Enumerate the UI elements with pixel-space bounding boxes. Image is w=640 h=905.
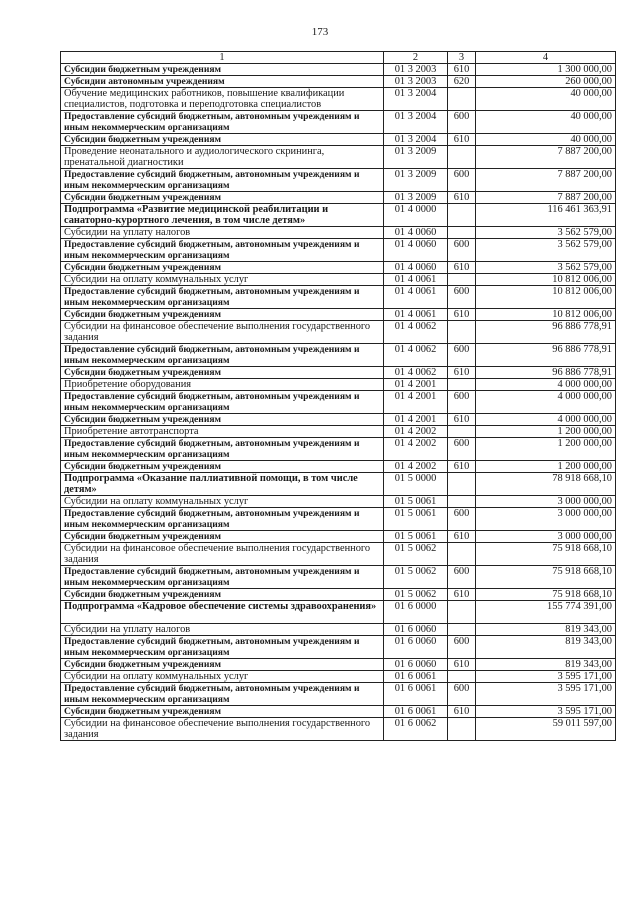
row-amount-cell: 3 000 000,00 xyxy=(476,508,616,531)
row-name-cell: Предоставление субсидий бюджетным, автономным учреждениям и иным некоммерческим организациям xyxy=(61,636,384,659)
row-amount-cell: 819 343,00 xyxy=(476,659,616,671)
table-row xyxy=(61,508,616,531)
row-kind-cell: 610 xyxy=(448,367,476,379)
row-kind-cell: 610 xyxy=(448,589,476,601)
row-amount-cell: 4 000 000,00 xyxy=(476,414,616,426)
row-kind-cell xyxy=(448,88,476,111)
row-kind-cell xyxy=(448,146,476,169)
row-code-cell: 01 4 0060 xyxy=(384,227,448,239)
row-kind-cell xyxy=(448,426,476,438)
table-row xyxy=(61,671,616,683)
row-amount-cell: 59 011 597,00 xyxy=(476,718,616,741)
row-amount-cell: 3 562 579,00 xyxy=(476,239,616,262)
row-kind-cell: 600 xyxy=(448,111,476,134)
table-row xyxy=(61,239,616,262)
row-name-cell: Субсидии бюджетным учреждениям xyxy=(61,706,384,718)
row-name-cell: Субсидии бюджетным учреждениям xyxy=(61,414,384,426)
row-amount-cell: 3 000 000,00 xyxy=(476,496,616,508)
row-amount-cell: 75 918 668,10 xyxy=(476,589,616,601)
row-code-cell: 01 5 0061 xyxy=(384,508,448,531)
row-kind-cell: 610 xyxy=(448,414,476,426)
row-amount-cell: 7 887 200,00 xyxy=(476,146,616,169)
row-name-cell: Субсидии бюджетным учреждениям xyxy=(61,531,384,543)
row-code-cell: 01 4 2002 xyxy=(384,461,448,473)
header-cell-name: 1 xyxy=(61,52,384,64)
row-kind-cell: 610 xyxy=(448,134,476,146)
row-amount-cell: 96 886 778,91 xyxy=(476,344,616,367)
row-name-cell: Субсидии бюджетным учреждениям xyxy=(61,262,384,274)
row-kind-cell: 600 xyxy=(448,566,476,589)
row-kind-cell xyxy=(448,227,476,239)
row-name-cell: Предоставление субсидий бюджетным, автономным учреждениям и иным некоммерческим организациям xyxy=(61,438,384,461)
row-code-cell: 01 6 0062 xyxy=(384,718,448,741)
row-name-cell: Субсидии на уплату налогов xyxy=(61,624,384,636)
row-name-cell: Предоставление субсидий бюджетным, автономным учреждениям и иным некоммерческим организациям xyxy=(61,239,384,262)
row-name-cell: Субсидии на оплату коммунальных услуг xyxy=(61,671,384,683)
row-kind-cell: 600 xyxy=(448,239,476,262)
row-code-cell: 01 4 0062 xyxy=(384,367,448,379)
header-cell-code: 2 xyxy=(384,52,448,64)
budget-table xyxy=(60,51,616,741)
row-code-cell: 01 5 0062 xyxy=(384,543,448,566)
row-kind-cell: 610 xyxy=(448,659,476,671)
row-kind-cell xyxy=(448,379,476,391)
row-code-cell: 01 3 2004 xyxy=(384,134,448,146)
row-code-cell: 01 3 2009 xyxy=(384,146,448,169)
row-kind-cell xyxy=(448,624,476,636)
table-row xyxy=(61,624,616,636)
row-kind-cell xyxy=(448,274,476,286)
row-kind-cell: 600 xyxy=(448,636,476,659)
row-amount-cell: 7 887 200,00 xyxy=(476,192,616,204)
row-amount-cell: 155 774 391,00 xyxy=(476,601,616,624)
row-name-cell: Субсидии бюджетным учреждениям xyxy=(61,192,384,204)
row-amount-cell: 3 000 000,00 xyxy=(476,531,616,543)
row-kind-cell: 610 xyxy=(448,262,476,274)
table-row xyxy=(61,636,616,659)
table-row xyxy=(61,169,616,192)
table-row xyxy=(61,706,616,718)
row-code-cell: 01 6 0061 xyxy=(384,683,448,706)
table-row xyxy=(61,718,616,741)
row-kind-cell: 610 xyxy=(448,309,476,321)
row-amount-cell: 1 300 000,00 xyxy=(476,64,616,76)
row-amount-cell: 4 000 000,00 xyxy=(476,379,616,391)
row-amount-cell: 4 000 000,00 xyxy=(476,391,616,414)
row-name-cell: Предоставление субсидий бюджетным, автономным учреждениям и иным некоммерческим организациям xyxy=(61,683,384,706)
table-row xyxy=(61,367,616,379)
row-code-cell: 01 6 0060 xyxy=(384,624,448,636)
row-code-cell: 01 4 2002 xyxy=(384,426,448,438)
row-amount-cell: 819 343,00 xyxy=(476,636,616,659)
row-name-cell: Субсидии на финансовое обеспечение выполнения государственного задания xyxy=(61,321,384,344)
row-kind-cell xyxy=(448,473,476,496)
row-kind-cell: 600 xyxy=(448,683,476,706)
row-name-cell: Субсидии бюджетным учреждениям xyxy=(61,461,384,473)
row-amount-cell: 10 812 006,00 xyxy=(476,274,616,286)
table-row xyxy=(61,589,616,601)
row-amount-cell: 260 000,00 xyxy=(476,76,616,88)
row-kind-cell xyxy=(448,671,476,683)
row-code-cell: 01 6 0060 xyxy=(384,636,448,659)
row-amount-cell: 75 918 668,10 xyxy=(476,543,616,566)
table-row xyxy=(61,321,616,344)
table-row xyxy=(61,566,616,589)
row-code-cell: 01 5 0061 xyxy=(384,531,448,543)
row-name-cell: Предоставление субсидий бюджетным, автономным учреждениям и иным некоммерческим организациям xyxy=(61,508,384,531)
row-code-cell: 01 5 0062 xyxy=(384,589,448,601)
row-kind-cell: 600 xyxy=(448,438,476,461)
row-code-cell: 01 3 2003 xyxy=(384,76,448,88)
table-row xyxy=(61,473,616,496)
row-name-cell: Субсидии на оплату коммунальных услуг xyxy=(61,274,384,286)
table-row xyxy=(61,414,616,426)
row-kind-cell xyxy=(448,204,476,227)
row-kind-cell: 610 xyxy=(448,706,476,718)
table-body xyxy=(61,52,616,741)
row-name-cell: Приобретение автотранспорта xyxy=(61,426,384,438)
row-code-cell: 01 4 2001 xyxy=(384,379,448,391)
row-name-cell: Предоставление субсидий бюджетным, автономным учреждениям и иным некоммерческим организациям xyxy=(61,391,384,414)
table-row xyxy=(61,111,616,134)
table-row xyxy=(61,227,616,239)
row-code-cell: 01 3 2004 xyxy=(384,88,448,111)
table-row xyxy=(61,496,616,508)
row-kind-cell xyxy=(448,543,476,566)
table-row xyxy=(61,426,616,438)
table-row xyxy=(61,146,616,169)
row-name-cell: Предоставление субсидий бюджетным, автономным учреждениям и иным некоммерческим организациям xyxy=(61,344,384,367)
table-row xyxy=(61,204,616,227)
table-row xyxy=(61,531,616,543)
row-code-cell: 01 3 2009 xyxy=(384,192,448,204)
row-name-cell: Предоставление субсидий бюджетным, автономным учреждениям и иным некоммерческим организациям xyxy=(61,566,384,589)
row-code-cell: 01 5 0000 xyxy=(384,473,448,496)
row-amount-cell: 3 595 171,00 xyxy=(476,706,616,718)
row-name-cell: Проведение неонатального и аудиологического скрининга, пренатальной диагностики xyxy=(61,146,384,169)
row-name-cell: Предоставление субсидий бюджетным, автономным учреждениям и иным некоммерческим организациям xyxy=(61,111,384,134)
header-row xyxy=(61,52,616,64)
header-cell-amount: 4 xyxy=(476,52,616,64)
table-row xyxy=(61,659,616,671)
row-amount-cell: 1 200 000,00 xyxy=(476,461,616,473)
row-kind-cell: 610 xyxy=(448,461,476,473)
row-kind-cell: 610 xyxy=(448,192,476,204)
row-code-cell: 01 3 2009 xyxy=(384,169,448,192)
row-name-cell: Подпрограмма «Кадровое обеспечение системы здравоохранения» xyxy=(61,601,384,624)
row-amount-cell: 819 343,00 xyxy=(476,624,616,636)
row-name-cell: Подпрограмма «Оказание паллиативной помощи, в том числе детям» xyxy=(61,473,384,496)
row-code-cell: 01 3 2004 xyxy=(384,111,448,134)
row-name-cell: Субсидии бюджетным учреждениям xyxy=(61,134,384,146)
row-amount-cell: 96 886 778,91 xyxy=(476,367,616,379)
row-amount-cell: 75 918 668,10 xyxy=(476,566,616,589)
row-name-cell: Субсидии бюджетным учреждениям xyxy=(61,589,384,601)
table-row xyxy=(61,379,616,391)
table-row xyxy=(61,274,616,286)
row-name-cell: Обучение медицинских работников, повышение квалификации специалистов, подготовка и переподготовка специалистов xyxy=(61,88,384,111)
table-row xyxy=(61,134,616,146)
row-amount-cell: 1 200 000,00 xyxy=(476,438,616,461)
row-name-cell: Подпрограмма «Развитие медицинской реабилитации и санаторно-курортного лечения, в том числе детям» xyxy=(61,204,384,227)
row-code-cell: 01 4 0062 xyxy=(384,321,448,344)
row-kind-cell xyxy=(448,601,476,624)
table-row xyxy=(61,309,616,321)
row-name-cell: Предоставление субсидий бюджетным, автономным учреждениям и иным некоммерческим организациям xyxy=(61,169,384,192)
row-amount-cell: 40 000,00 xyxy=(476,111,616,134)
row-amount-cell: 78 918 668,10 xyxy=(476,473,616,496)
row-name-cell: Субсидии бюджетным учреждениям xyxy=(61,309,384,321)
row-name-cell: Приобретение оборудования xyxy=(61,379,384,391)
row-amount-cell: 1 200 000,00 xyxy=(476,426,616,438)
row-name-cell: Субсидии на финансовое обеспечение выполнения государственного задания xyxy=(61,718,384,741)
row-name-cell: Субсидии бюджетным учреждениям xyxy=(61,367,384,379)
row-name-cell: Субсидии на уплату налогов xyxy=(61,227,384,239)
row-amount-cell: 40 000,00 xyxy=(476,134,616,146)
row-kind-cell: 610 xyxy=(448,531,476,543)
table-row xyxy=(61,601,616,624)
table-row xyxy=(61,461,616,473)
row-amount-cell: 3 562 579,00 xyxy=(476,262,616,274)
row-kind-cell: 600 xyxy=(448,169,476,192)
table-row xyxy=(61,344,616,367)
row-code-cell: 01 6 0061 xyxy=(384,671,448,683)
row-kind-cell: 610 xyxy=(448,64,476,76)
row-code-cell: 01 4 0060 xyxy=(384,239,448,262)
row-amount-cell: 3 595 171,00 xyxy=(476,671,616,683)
row-code-cell: 01 6 0000 xyxy=(384,601,448,624)
table-row xyxy=(61,391,616,414)
row-name-cell: Предоставление субсидий бюджетным, автономным учреждениям и иным некоммерческим организациям xyxy=(61,286,384,309)
row-amount-cell: 40 000,00 xyxy=(476,88,616,111)
row-kind-cell: 600 xyxy=(448,286,476,309)
row-kind-cell: 600 xyxy=(448,344,476,367)
row-name-cell: Субсидии на финансовое обеспечение выполнения государственного задания xyxy=(61,543,384,566)
row-code-cell: 01 4 2002 xyxy=(384,438,448,461)
table-row xyxy=(61,192,616,204)
row-code-cell: 01 4 0061 xyxy=(384,274,448,286)
page-number: 173 xyxy=(311,26,329,38)
row-name-cell: Субсидии бюджетным учреждениям xyxy=(61,64,384,76)
row-name-cell: Субсидии на оплату коммунальных услуг xyxy=(61,496,384,508)
row-kind-cell: 600 xyxy=(448,391,476,414)
row-amount-cell: 10 812 006,00 xyxy=(476,309,616,321)
row-kind-cell xyxy=(448,321,476,344)
row-name-cell: Субсидии бюджетным учреждениям xyxy=(61,659,384,671)
row-code-cell: 01 5 0061 xyxy=(384,496,448,508)
table-row xyxy=(61,76,616,88)
row-kind-cell: 620 xyxy=(448,76,476,88)
table-row xyxy=(61,262,616,274)
row-kind-cell xyxy=(448,496,476,508)
table-row xyxy=(61,438,616,461)
row-code-cell: 01 4 0060 xyxy=(384,262,448,274)
row-code-cell: 01 3 2003 xyxy=(384,64,448,76)
row-code-cell: 01 4 0062 xyxy=(384,344,448,367)
table-row xyxy=(61,543,616,566)
row-code-cell: 01 4 0000 xyxy=(384,204,448,227)
row-amount-cell: 3 595 171,00 xyxy=(476,683,616,706)
row-amount-cell: 3 562 579,00 xyxy=(476,227,616,239)
row-code-cell: 01 4 2001 xyxy=(384,414,448,426)
row-code-cell: 01 4 0061 xyxy=(384,286,448,309)
row-amount-cell: 96 886 778,91 xyxy=(476,321,616,344)
row-kind-cell: 600 xyxy=(448,508,476,531)
row-name-cell: Субсидии автономным учреждениям xyxy=(61,76,384,88)
row-code-cell: 01 6 0061 xyxy=(384,706,448,718)
row-amount-cell: 10 812 006,00 xyxy=(476,286,616,309)
table-row xyxy=(61,88,616,111)
row-code-cell: 01 6 0060 xyxy=(384,659,448,671)
header-cell-kind: 3 xyxy=(448,52,476,64)
row-code-cell: 01 4 2001 xyxy=(384,391,448,414)
table-row xyxy=(61,683,616,706)
row-code-cell: 01 5 0062 xyxy=(384,566,448,589)
row-code-cell: 01 4 0061 xyxy=(384,309,448,321)
row-amount-cell: 116 461 363,91 xyxy=(476,204,616,227)
table-row xyxy=(61,286,616,309)
row-kind-cell xyxy=(448,718,476,741)
row-amount-cell: 7 887 200,00 xyxy=(476,169,616,192)
table-row xyxy=(61,64,616,76)
